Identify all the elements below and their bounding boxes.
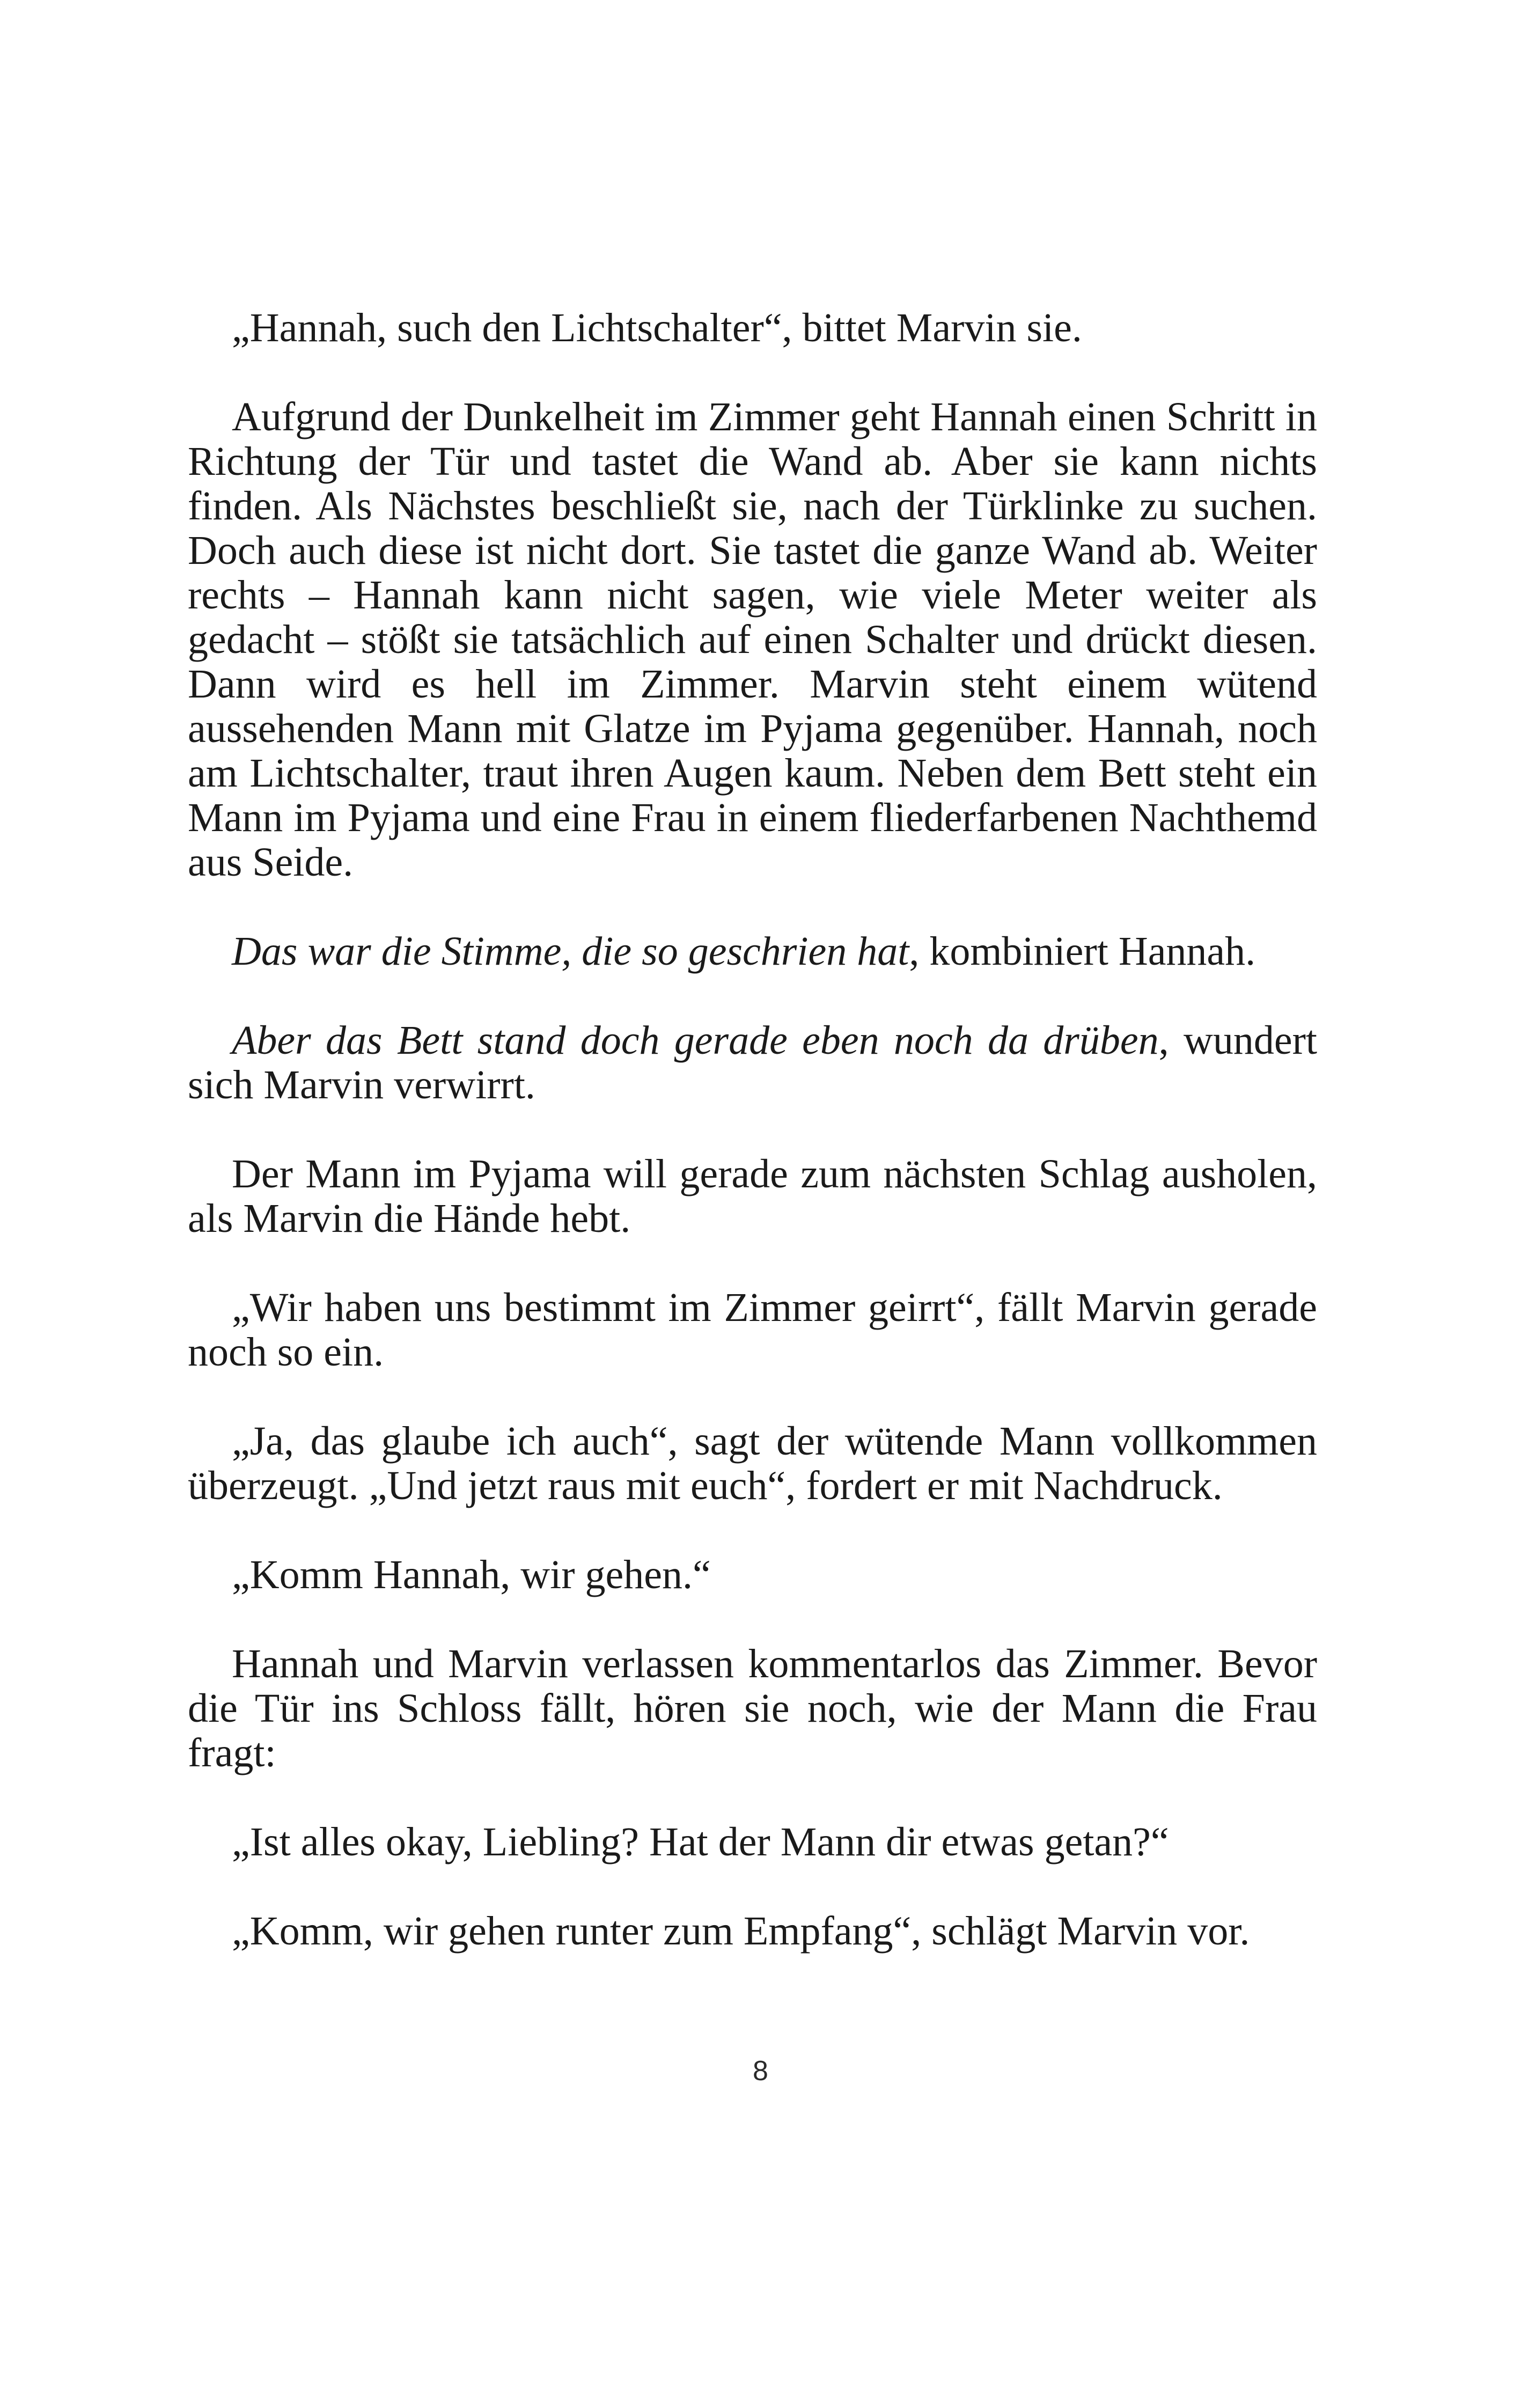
paragraph <box>188 1642 1317 1775</box>
paragraph <box>188 1018 1317 1107</box>
text-run: , wundert sich Marvin verwirrt. <box>188 1018 1317 1107</box>
text-run: „Ja, das glaube ich auch“, sagt der wütende Mann vollkommen überzeugt. „Und jetzt raus mit euch“, fordert er mit Nachdruck. <box>188 1419 1317 1508</box>
text-run: Hannah und Marvin verlassen kommentarlos das Zimmer. Bevor die Tür ins Schloss fällt, hören sie noch, wie der Mann die Frau fragt: <box>188 1641 1317 1775</box>
italic-thought: Das war die Stimme, die so geschrien hat <box>232 929 909 974</box>
paragraph <box>188 306 1317 350</box>
paragraph <box>188 1909 1317 1954</box>
body-text <box>188 306 1317 1954</box>
paragraph <box>188 1553 1317 1597</box>
text-run: „Hannah, such den Lichtschalter“, bittet Marvin sie. <box>232 305 1082 350</box>
paragraph <box>188 1286 1317 1375</box>
paragraph <box>188 1419 1317 1508</box>
text-run: „Ist alles okay, Liebling? Hat der Mann dir etwas getan?“ <box>232 1819 1169 1864</box>
text-run: „Wir haben uns bestimmt im Zimmer geirrt“, fällt Marvin gerade noch so ein. <box>188 1285 1317 1375</box>
text-run: Der Mann im Pyjama will gerade zum nächsten Schlag ausholen, als Marvin die Hände hebt. <box>188 1151 1317 1241</box>
text-run: „Komm Hannah, wir gehen.“ <box>232 1552 711 1597</box>
italic-thought: Aber das Bett stand doch gerade eben noch da drüben <box>232 1018 1159 1063</box>
text-run: „Komm, wir gehen runter zum Empfang“, schlägt Marvin vor. <box>232 1908 1250 1954</box>
paragraph <box>188 1820 1317 1864</box>
text-run: , kombiniert Hannah. <box>909 929 1256 974</box>
text-run: Aufgrund der Dunkelheit im Zimmer geht Hannah einen Schritt in Richtung der Tür und tastet die Wand ab. Aber sie kann nichts finden. Als Nächstes beschließt sie, nach der Türklinke zu suchen. Doch auch diese ist nicht dort. Sie tastet die ganze Wand ab. Weiter rechts – Hannah kann nicht sagen, wie viele Meter weiter als gedacht – stößt sie tatsächlich auf einen Schalter und drückt diesen. Dann wird es hell im Zimmer. Marvin steht einem wütend aussehenden Mann mit Glatze im Pyjama gegenüber. Hannah, noch am Lichtschalter, traut ihren Augen kaum. Neben dem Bett steht ein Mann im Pyjama und eine Frau in einem fliederfarbenen Nachthemd aus Seide. <box>188 394 1317 885</box>
paragraph <box>188 929 1317 974</box>
paragraph <box>188 1152 1317 1241</box>
paragraph <box>188 395 1317 885</box>
page-number: 8 <box>753 2055 768 2087</box>
